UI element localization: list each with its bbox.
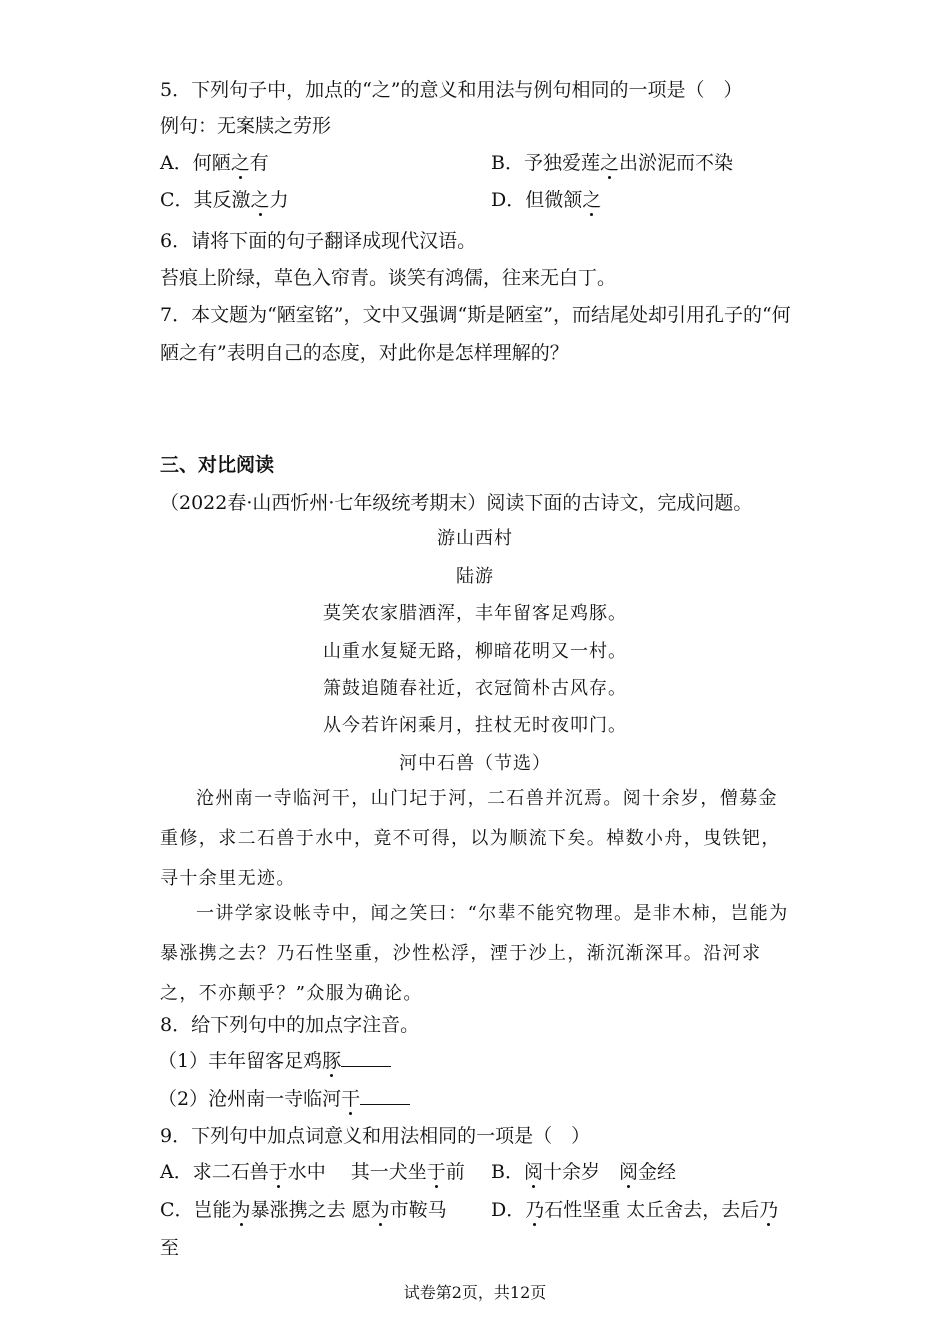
q7-line1: 7．本文题为“陋室铭”，文中又强调“斯是陋室”，而结尾处却引用孔子的“何 xyxy=(160,304,791,326)
poem-line: 从今若许闲乘月，拄杖无时夜叩门。 xyxy=(323,715,627,736)
q9-option-d: D．乃石性坚重 太丘舍去，去后乃 xyxy=(491,1199,779,1221)
poem-line: 山重水复疑无路，柳暗花明又一村。 xyxy=(323,641,627,662)
dot-char: 于 xyxy=(426,1161,446,1183)
q9-option-c: C．岂能为暴涨携之去 愿为市鞍马 xyxy=(160,1199,447,1221)
q9-option-b: B．阅十余岁 阅金经 xyxy=(491,1161,677,1183)
q9-option-a: A．求二石兽于水中 其一犬坐于前 xyxy=(160,1161,465,1183)
q5-option-d: D．但微颔之 xyxy=(491,189,602,211)
section-intro: （2022春·山西忻州·七年级统考期末）阅读下面的古诗文，完成问题。 xyxy=(160,492,753,514)
prose-paragraph-1: 沧州南一寺临河干，山门圮于河，二石兽并沉焉。阅十余岁，僧募金重修，求二石兽于水中，竟不可得，以为顺流下矣。棹数小舟，曳铁钯，寻十余里无迹。 xyxy=(160,788,781,889)
q8-stem: 8．给下列句中的加点字注音。 xyxy=(160,1014,420,1036)
answer-blank[interactable] xyxy=(360,1086,410,1105)
dot-char: 之 xyxy=(250,189,270,211)
prose-paragraph-2: 一讲学家设帐寺中，闻之笑曰：“尔辈不能究物理。是非木柿，岂能为暴涨携之去？乃石性坚重，沙性松浮，湮于沙上，渐沉渐深耳。沿河求之，不亦颠乎？”众服为确论。 xyxy=(160,903,789,1004)
answer-blank[interactable] xyxy=(341,1048,391,1067)
q5-stem: 5．下列句子中，加点的“之”的意义和用法与例句相同的一项是（ ） xyxy=(160,79,743,101)
prose-title: 河中石兽（节选） xyxy=(399,753,551,774)
poem-author: 陆游 xyxy=(456,566,494,587)
dot-char: 为 xyxy=(231,1199,251,1221)
q9-option-d-wrap: 至 xyxy=(160,1237,180,1259)
dot-char: 阅 xyxy=(523,1161,543,1183)
dot-char: 之 xyxy=(230,152,250,174)
dot-char: 豚 xyxy=(322,1050,342,1072)
dot-char: 于 xyxy=(268,1161,288,1183)
q7-line2: 陋之有”表明自己的态度，对此你是怎样理解的？ xyxy=(160,342,569,364)
q5-option-c: C．其反激之力 xyxy=(160,189,289,211)
section-title: 三、对比阅读 xyxy=(160,454,275,476)
dot-char: 之 xyxy=(582,189,602,211)
q6-sentence: 苔痕上阶绿，草色入帘青。谈笑有鸿儒，往来无白丁。 xyxy=(160,267,617,289)
q9-stem: 9．下列句中加点词意义和用法相同的一项是（ ） xyxy=(160,1125,591,1147)
dot-char: 乃 xyxy=(759,1199,779,1221)
poem-title: 游山西村 xyxy=(437,528,513,549)
poem-line: 箫鼓追随春社近，衣冠简朴古风存。 xyxy=(323,678,627,699)
q8-item-2: （2）沧州南一寺临河干 xyxy=(158,1086,410,1112)
q5-example: 例句：无案牍之劳形 xyxy=(160,115,332,137)
dot-char: 干 xyxy=(341,1088,361,1110)
q6-stem: 6．请将下面的句子翻译成现代汉语。 xyxy=(160,230,477,252)
q8-item-1: （1）丰年留客足鸡豚 xyxy=(158,1048,391,1074)
q5-option-a: A．何陋之有 xyxy=(160,152,269,174)
q5-option-b: B．予独爱莲之出淤泥而不染 xyxy=(491,152,733,174)
dot-char: 阅 xyxy=(619,1161,639,1183)
dot-char: 之 xyxy=(599,152,619,174)
page-footer: 试卷第2页，共12页 xyxy=(403,1283,547,1302)
dot-char: 乃 xyxy=(525,1199,545,1221)
poem-line: 莫笑农家腊酒浑，丰年留客足鸡豚。 xyxy=(323,603,627,624)
dot-char: 为 xyxy=(370,1199,390,1221)
